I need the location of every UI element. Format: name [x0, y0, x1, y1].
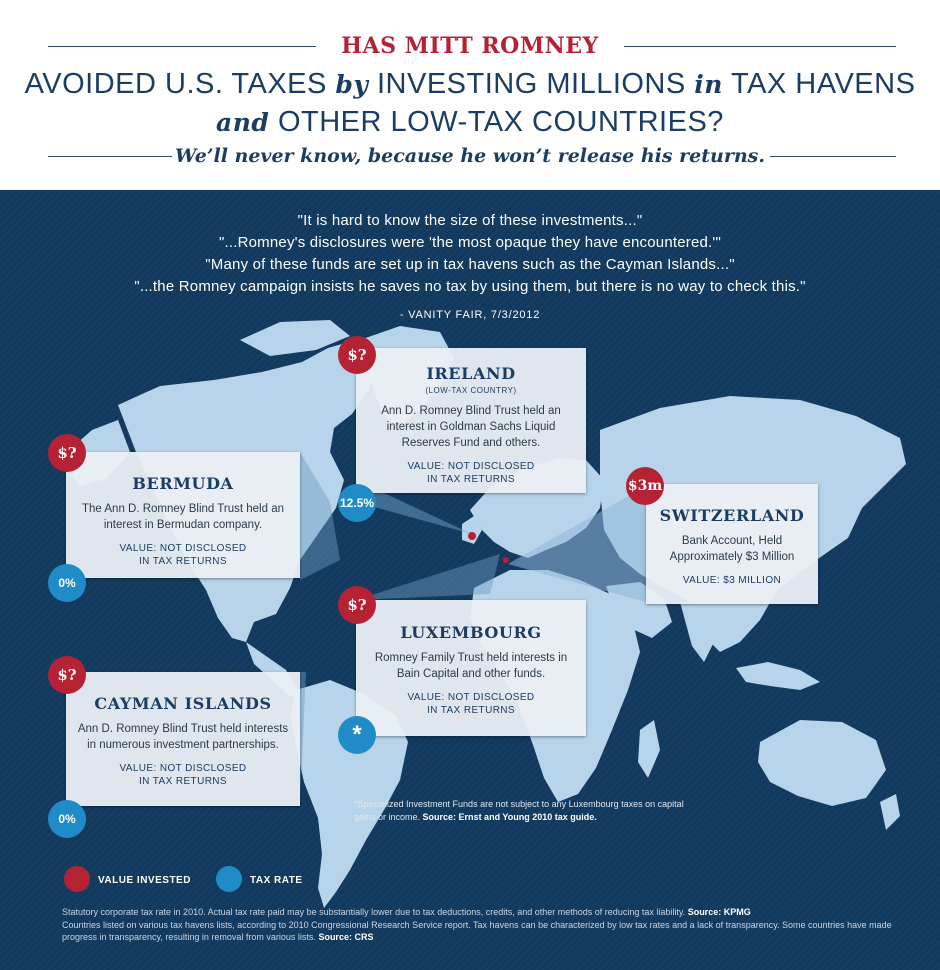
cayman-name: CAYMAN ISLANDS	[94, 694, 272, 713]
ireland-invested-badge: $?	[338, 336, 376, 374]
bermuda-invested-badge: $?	[48, 434, 86, 472]
bermuda-rate-badge: 0%	[48, 564, 86, 602]
luxembourg-invested-badge: $?	[338, 586, 376, 624]
legend-rate-dot	[216, 866, 242, 892]
cayman-value: VALUE: NOT DISCLOSED IN TAX RETURNS	[119, 763, 247, 787]
switzerland-description: Bank Account, Held Approximately $3 Million	[669, 535, 795, 563]
quote-line-2: "...Romney's disclosures were 'the most opaque they have encountered.'"	[218, 234, 722, 251]
quote-line-3: "Many of these funds are set up in tax havens such as the Cayman Islands..."	[205, 256, 735, 273]
bermuda-card	[66, 452, 300, 578]
ireland-description: Ann D. Romney Blind Trust held an interest in Goldman Sachs Liquid Reserves Fund and others.	[381, 405, 561, 449]
switzerland-marker	[503, 557, 509, 563]
map-section	[0, 190, 940, 970]
luxembourg-name: LUXEMBOURG	[400, 623, 542, 642]
ireland-value: VALUE: NOT DISCLOSED IN TAX RETURNS	[407, 461, 535, 485]
bermuda-value: VALUE: NOT DISCLOSED IN TAX RETURNS	[119, 543, 247, 567]
switzerland-value: VALUE: $3 MILLION	[682, 575, 782, 586]
luxembourg-description: Romney Family Trust held interests in Bain Capital and other funds.	[374, 652, 568, 680]
luxembourg-value: VALUE: NOT DISCLOSED IN TAX RETURNS	[407, 692, 535, 716]
ireland-rate-badge: 12.5%	[338, 484, 376, 522]
kicker: HAS MITT ROMNEY	[341, 33, 599, 59]
ireland-marker	[468, 532, 476, 540]
new-zealand	[880, 794, 900, 830]
australia	[758, 720, 886, 806]
ireland-name: IRELAND	[426, 364, 516, 383]
luxembourg-rate-badge: *	[338, 716, 376, 754]
legend-invested-dot	[64, 866, 90, 892]
title-line-1: AVOIDED U.S. TAXES by INVESTING MILLIONS in TAX HAVENS	[24, 68, 916, 100]
cayman-description: Ann D. Romney Blind Trust held interests in numerous investment partnerships.	[77, 723, 289, 751]
cayman-invested-badge: $?	[48, 656, 86, 694]
legend-rate-label: TAX RATE	[250, 875, 303, 886]
bermuda-name: BERMUDA	[132, 474, 234, 493]
quote-source: - VANITY FAIR, 7/3/2012	[399, 309, 541, 321]
india	[680, 602, 718, 662]
switzerland-card	[646, 484, 818, 604]
cayman-card	[66, 672, 300, 806]
madagascar	[638, 720, 660, 778]
quote-block	[0, 210, 940, 326]
luxembourg-beam	[356, 554, 500, 600]
quote-line-1: "It is hard to know the size of these investments..."	[297, 212, 643, 229]
indonesia	[736, 662, 820, 690]
subtitle: We’ll never know, because he won’t release his returns.	[174, 145, 765, 167]
ireland-subtitle: (LOW-TAX COUNTRY)	[425, 386, 517, 395]
bottom-note: Statutory corporate tax rate in 2010. Actual tax rate paid may be substantially lower due to tax deductions, credits, and other methods of reducing tax liability. Source: KPMG Countries listed on various tax havens lists, according to 2010 Congressional Research Service report. Tax havens can be characterized by low tax rates and a lack of transparency. Some countries have made progress in transparency, resulting in removal from various lists. Source: CRS	[62, 907, 892, 942]
legend-invested-label: VALUE INVESTED	[98, 875, 191, 886]
ireland-card	[356, 348, 586, 493]
luxembourg-footnote: *Specialized Investment Funds are not subject to any Luxembourg taxes on capital gains or income. Source: Ernst and Young 2010 tax guide.	[354, 799, 684, 822]
luxembourg-card	[356, 600, 586, 736]
bermuda-description: The Ann D. Romney Blind Trust held an interest in Bermudan company.	[82, 503, 284, 531]
switzerland-name: SWITZERLAND	[659, 506, 805, 525]
header	[0, 0, 940, 190]
quote-line-4: "...the Romney campaign insists he saves no tax by using them, but there is no way to check this."	[134, 278, 806, 295]
switzerland-invested-badge: $3m	[626, 467, 664, 505]
title-line-2: and OTHER LOW-TAX COUNTRIES?	[216, 106, 724, 138]
cayman-rate-badge: 0%	[48, 800, 86, 838]
